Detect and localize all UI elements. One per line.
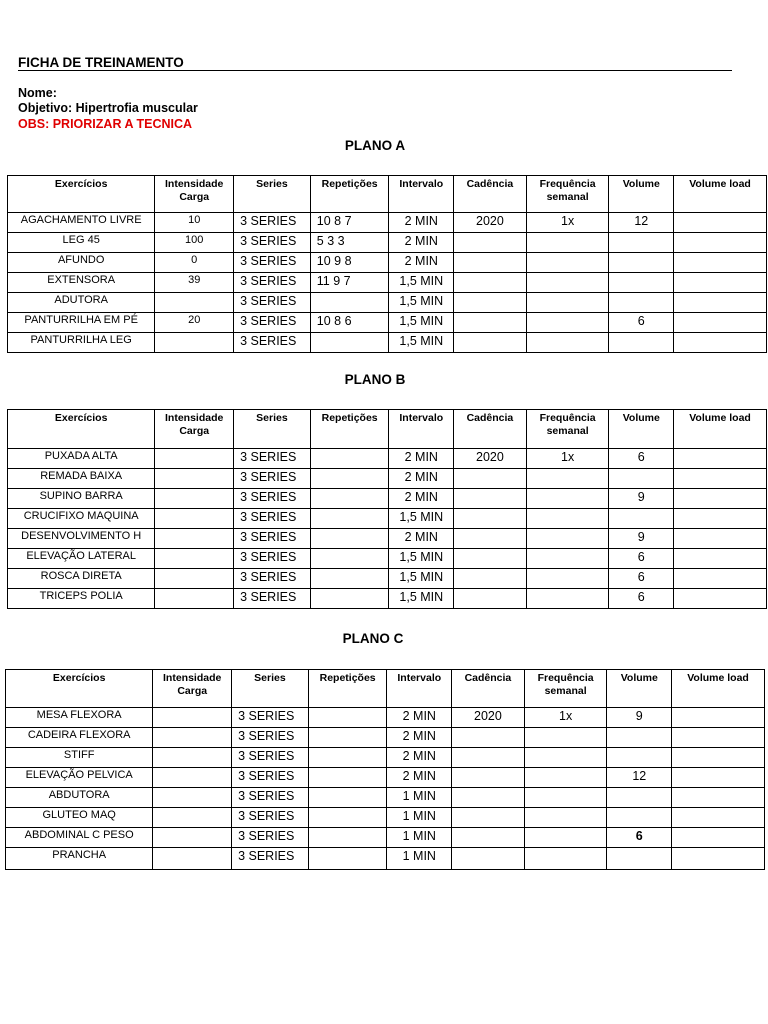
cell-volume: 6 — [609, 589, 674, 609]
cell-volume: 9 — [607, 708, 672, 728]
table-row — [6, 848, 765, 870]
cell-intervalo: 2 MIN — [387, 728, 452, 748]
column-header: Volume — [609, 410, 674, 449]
column-header: Cadência — [454, 176, 527, 213]
table-row — [8, 569, 767, 589]
cell-intervalo: 2 MIN — [389, 489, 454, 509]
cell-exercise: PRANCHA — [6, 848, 153, 870]
plan-c-table — [5, 669, 765, 870]
cell-intervalo: 1,5 MIN — [389, 509, 454, 529]
cell-load — [674, 449, 767, 469]
objetivo-line: Objetivo: Hipertrofia muscular — [18, 101, 198, 115]
cell-series: 3 SERIES — [234, 213, 311, 233]
cell-exercise: ABDOMINAL C PESO — [6, 828, 153, 848]
cell-cadencia — [454, 233, 527, 253]
cell-series: 3 SERIES — [234, 313, 311, 333]
table-row — [8, 549, 767, 569]
cell-intervalo: 2 MIN — [387, 748, 452, 768]
cell-series: 3 SERIES — [232, 768, 309, 788]
cell-series: 3 SERIES — [234, 449, 311, 469]
column-header: Frequência semanal — [524, 670, 607, 708]
cell-carga — [155, 333, 234, 353]
cell-carga — [155, 569, 234, 589]
column-header: Volume load — [674, 410, 767, 449]
cell-load — [672, 748, 765, 768]
cell-exercise: CADEIRA FLEXORA — [6, 728, 153, 748]
column-header: Intensidade Carga — [153, 670, 232, 708]
cell-volume — [609, 469, 674, 489]
cell-volume — [609, 253, 674, 273]
cell-freq — [526, 333, 609, 353]
table-row — [8, 509, 767, 529]
cell-exercise: GLUTEO MAQ — [6, 808, 153, 828]
cell-cadencia — [454, 293, 527, 313]
cell-load — [672, 768, 765, 788]
cell-carga — [155, 293, 234, 313]
cell-cadencia — [452, 748, 525, 768]
title-underline — [18, 70, 732, 71]
cell-volume: 6 — [609, 569, 674, 589]
column-header: Intervalo — [389, 410, 454, 449]
cell-reps: 5 3 3 — [310, 233, 389, 253]
column-header: Exercícios — [8, 410, 155, 449]
cell-freq — [526, 529, 609, 549]
cell-reps — [310, 529, 389, 549]
cell-reps: 10 8 7 — [310, 213, 389, 233]
column-header: Repetições — [308, 670, 387, 708]
cell-freq — [526, 509, 609, 529]
table-row — [8, 333, 767, 353]
cell-reps — [308, 728, 387, 748]
cell-exercise: PANTURRILHA LEG — [8, 333, 155, 353]
cell-series: 3 SERIES — [232, 848, 309, 870]
cell-carga — [155, 489, 234, 509]
cell-series: 3 SERIES — [234, 333, 311, 353]
column-header: Intensidade Carga — [155, 410, 234, 449]
cell-freq — [524, 768, 607, 788]
table-row — [8, 489, 767, 509]
cell-cadencia — [454, 469, 527, 489]
cell-volume: 9 — [609, 529, 674, 549]
column-header: Frequência semanal — [526, 410, 609, 449]
cell-volume: 6 — [609, 449, 674, 469]
cell-load — [674, 469, 767, 489]
column-header: Exercícios — [6, 670, 153, 708]
obs-line: OBS: PRIORIZAR A TECNICA — [18, 117, 193, 131]
plan-b-header-row — [8, 410, 767, 449]
cell-carga: 10 — [155, 213, 234, 233]
cell-load — [674, 333, 767, 353]
cell-intervalo: 2 MIN — [389, 469, 454, 489]
cell-load — [674, 293, 767, 313]
cell-load — [674, 253, 767, 273]
cell-load — [674, 213, 767, 233]
cell-intervalo: 1,5 MIN — [389, 313, 454, 333]
cell-load — [674, 509, 767, 529]
cell-freq — [526, 569, 609, 589]
cell-cadencia — [452, 728, 525, 748]
cell-volume: 9 — [609, 489, 674, 509]
cell-intervalo: 1,5 MIN — [389, 589, 454, 609]
cell-intervalo: 1,5 MIN — [389, 273, 454, 293]
cell-volume — [607, 748, 672, 768]
cell-series: 3 SERIES — [234, 253, 311, 273]
cell-cadencia: 2020 — [452, 708, 525, 728]
cell-load — [672, 828, 765, 848]
plan-c-title: PLANO C — [342, 631, 404, 646]
cell-exercise: LEG 45 — [8, 233, 155, 253]
cell-series: 3 SERIES — [234, 549, 311, 569]
cell-series: 3 SERIES — [234, 589, 311, 609]
cell-carga: 39 — [155, 273, 234, 293]
plan-b-table — [7, 409, 767, 609]
cell-volume: 6 — [609, 549, 674, 569]
cell-exercise: ADUTORA — [8, 293, 155, 313]
column-header: Volume — [607, 670, 672, 708]
cell-volume — [607, 808, 672, 828]
cell-carga: 100 — [155, 233, 234, 253]
cell-intervalo: 1 MIN — [387, 848, 452, 870]
table-row — [6, 788, 765, 808]
cell-intervalo: 2 MIN — [389, 253, 454, 273]
cell-exercise: ROSCA DIRETA — [8, 569, 155, 589]
cell-reps — [308, 748, 387, 768]
cell-reps — [310, 569, 389, 589]
nome-line: Nome: — [18, 86, 57, 100]
column-header: Exercícios — [8, 176, 155, 213]
cell-reps — [310, 549, 389, 569]
cell-intervalo: 1 MIN — [387, 808, 452, 828]
cell-carga — [153, 768, 232, 788]
cell-freq — [526, 233, 609, 253]
cell-reps — [310, 333, 389, 353]
cell-intervalo: 1,5 MIN — [389, 333, 454, 353]
cell-intervalo: 1,5 MIN — [389, 549, 454, 569]
cell-load — [674, 233, 767, 253]
column-header: Cadência — [454, 410, 527, 449]
cell-freq: 1x — [526, 449, 609, 469]
cell-load — [672, 708, 765, 728]
column-header: Volume — [609, 176, 674, 213]
cell-carga: 20 — [155, 313, 234, 333]
cell-load — [674, 489, 767, 509]
column-header: Cadência — [452, 670, 525, 708]
cell-reps — [310, 489, 389, 509]
cell-reps — [310, 293, 389, 313]
cell-volume: 12 — [609, 213, 674, 233]
table-row — [8, 253, 767, 273]
table-row — [6, 748, 765, 768]
cell-series: 3 SERIES — [234, 569, 311, 589]
cell-volume — [607, 728, 672, 748]
cell-reps — [308, 708, 387, 728]
cell-volume: 6 — [607, 828, 672, 848]
cell-series: 3 SERIES — [234, 489, 311, 509]
table-row — [8, 449, 767, 469]
cell-carga: 0 — [155, 253, 234, 273]
table-row — [8, 233, 767, 253]
cell-intervalo: 1 MIN — [387, 788, 452, 808]
cell-intervalo: 2 MIN — [387, 768, 452, 788]
cell-cadencia — [454, 253, 527, 273]
document-title: FICHA DE TREINAMENTO — [18, 55, 184, 70]
cell-cadencia — [454, 529, 527, 549]
cell-carga — [153, 848, 232, 870]
cell-exercise: AFUNDO — [8, 253, 155, 273]
column-header: Intensidade Carga — [155, 176, 234, 213]
cell-volume — [609, 273, 674, 293]
cell-intervalo: 2 MIN — [389, 233, 454, 253]
cell-volume — [607, 848, 672, 870]
cell-intervalo: 1,5 MIN — [389, 569, 454, 589]
table-row — [6, 768, 765, 788]
cell-freq — [524, 848, 607, 870]
cell-cadencia — [454, 569, 527, 589]
cell-freq — [526, 549, 609, 569]
cell-intervalo: 1 MIN — [387, 828, 452, 848]
cell-exercise: CRUCIFIXO MAQUINA — [8, 509, 155, 529]
cell-exercise: SUPINO BARRA — [8, 489, 155, 509]
cell-intervalo: 1,5 MIN — [389, 293, 454, 313]
column-header: Series — [234, 176, 311, 213]
cell-exercise: AGACHAMENTO LIVRE — [8, 213, 155, 233]
cell-freq — [524, 788, 607, 808]
cell-series: 3 SERIES — [232, 808, 309, 828]
column-header: Frequência semanal — [526, 176, 609, 213]
cell-cadencia — [454, 313, 527, 333]
plan-a-title: PLANO A — [344, 138, 406, 153]
column-header: Volume load — [674, 176, 767, 213]
cell-cadencia — [452, 828, 525, 848]
column-header: Intervalo — [389, 176, 454, 213]
cell-series: 3 SERIES — [234, 273, 311, 293]
table-row — [8, 313, 767, 333]
cell-freq: 1x — [524, 708, 607, 728]
cell-series: 3 SERIES — [232, 788, 309, 808]
cell-series: 3 SERIES — [234, 509, 311, 529]
cell-cadencia — [452, 768, 525, 788]
table-row — [8, 469, 767, 489]
cell-reps — [310, 509, 389, 529]
cell-carga — [153, 828, 232, 848]
cell-freq — [524, 808, 607, 828]
cell-exercise: MESA FLEXORA — [6, 708, 153, 728]
cell-reps — [308, 768, 387, 788]
cell-cadencia — [454, 333, 527, 353]
cell-reps — [308, 828, 387, 848]
cell-volume — [607, 788, 672, 808]
cell-freq — [524, 728, 607, 748]
cell-carga — [153, 788, 232, 808]
cell-reps: 11 9 7 — [310, 273, 389, 293]
cell-reps: 10 8 6 — [310, 313, 389, 333]
column-header: Intervalo — [387, 670, 452, 708]
cell-freq — [524, 828, 607, 848]
cell-series: 3 SERIES — [234, 233, 311, 253]
cell-cadencia — [454, 489, 527, 509]
plan-c-header-row — [6, 670, 765, 708]
column-header: Repetições — [310, 176, 389, 213]
cell-volume — [609, 333, 674, 353]
table-row — [8, 293, 767, 313]
cell-freq — [526, 273, 609, 293]
cell-carga — [155, 549, 234, 569]
cell-exercise: STIFF — [6, 748, 153, 768]
cell-carga — [153, 808, 232, 828]
cell-carga — [155, 449, 234, 469]
cell-intervalo: 2 MIN — [389, 213, 454, 233]
plan-a-header-row — [8, 176, 767, 213]
cell-series: 3 SERIES — [232, 828, 309, 848]
cell-volume — [609, 293, 674, 313]
cell-carga — [153, 748, 232, 768]
cell-load — [674, 589, 767, 609]
cell-reps — [310, 469, 389, 489]
cell-cadencia — [452, 848, 525, 870]
column-header: Series — [232, 670, 309, 708]
cell-volume: 12 — [607, 768, 672, 788]
cell-exercise: DESENVOLVIMENTO H — [8, 529, 155, 549]
cell-exercise: PANTURRILHA EM PÉ — [8, 313, 155, 333]
cell-carga — [153, 708, 232, 728]
cell-intervalo: 2 MIN — [387, 708, 452, 728]
table-row — [8, 213, 767, 233]
cell-carga — [155, 529, 234, 549]
cell-freq — [524, 748, 607, 768]
cell-series: 3 SERIES — [232, 728, 309, 748]
cell-freq: 1x — [526, 213, 609, 233]
cell-load — [674, 273, 767, 293]
cell-cadencia — [454, 589, 527, 609]
cell-series: 3 SERIES — [232, 748, 309, 768]
cell-freq — [526, 253, 609, 273]
cell-cadencia — [452, 808, 525, 828]
column-header: Series — [234, 410, 311, 449]
cell-cadencia — [454, 509, 527, 529]
cell-reps — [308, 848, 387, 870]
cell-cadencia — [454, 273, 527, 293]
column-header: Repetições — [310, 410, 389, 449]
table-row — [6, 728, 765, 748]
cell-freq — [526, 293, 609, 313]
cell-volume — [609, 233, 674, 253]
cell-reps — [310, 589, 389, 609]
cell-cadencia — [454, 549, 527, 569]
cell-load — [674, 549, 767, 569]
cell-load — [672, 788, 765, 808]
table-row — [6, 828, 765, 848]
cell-load — [674, 529, 767, 549]
cell-cadencia: 2020 — [454, 213, 527, 233]
cell-freq — [526, 489, 609, 509]
plan-b-title: PLANO B — [344, 372, 406, 387]
cell-volume — [609, 509, 674, 529]
cell-reps — [310, 449, 389, 469]
cell-series: 3 SERIES — [234, 293, 311, 313]
cell-load — [674, 313, 767, 333]
cell-exercise: REMADA BAIXA — [8, 469, 155, 489]
cell-load — [672, 808, 765, 828]
cell-freq — [526, 589, 609, 609]
cell-reps — [308, 808, 387, 828]
cell-exercise: ELEVAÇÃO LATERAL — [8, 549, 155, 569]
cell-carga — [155, 509, 234, 529]
cell-exercise: EXTENSORA — [8, 273, 155, 293]
cell-volume: 6 — [609, 313, 674, 333]
cell-intervalo: 2 MIN — [389, 529, 454, 549]
cell-exercise: ABDUTORA — [6, 788, 153, 808]
cell-exercise: PUXADA ALTA — [8, 449, 155, 469]
table-row — [8, 273, 767, 293]
cell-load — [672, 848, 765, 870]
cell-freq — [526, 313, 609, 333]
plan-a-table — [7, 175, 767, 353]
table-row — [8, 589, 767, 609]
cell-series: 3 SERIES — [234, 469, 311, 489]
cell-load — [674, 569, 767, 589]
cell-cadencia: 2020 — [454, 449, 527, 469]
cell-carga — [155, 589, 234, 609]
cell-cadencia — [452, 788, 525, 808]
cell-carga — [153, 728, 232, 748]
table-row — [8, 529, 767, 549]
column-header: Volume load — [672, 670, 765, 708]
cell-intervalo: 2 MIN — [389, 449, 454, 469]
cell-exercise: ELEVAÇÃO PELVICA — [6, 768, 153, 788]
cell-carga — [155, 469, 234, 489]
cell-load — [672, 728, 765, 748]
cell-freq — [526, 469, 609, 489]
cell-exercise: TRICEPS POLIA — [8, 589, 155, 609]
cell-reps: 10 9 8 — [310, 253, 389, 273]
cell-reps — [308, 788, 387, 808]
table-row — [6, 708, 765, 728]
table-row — [6, 808, 765, 828]
cell-series: 3 SERIES — [232, 708, 309, 728]
cell-series: 3 SERIES — [234, 529, 311, 549]
